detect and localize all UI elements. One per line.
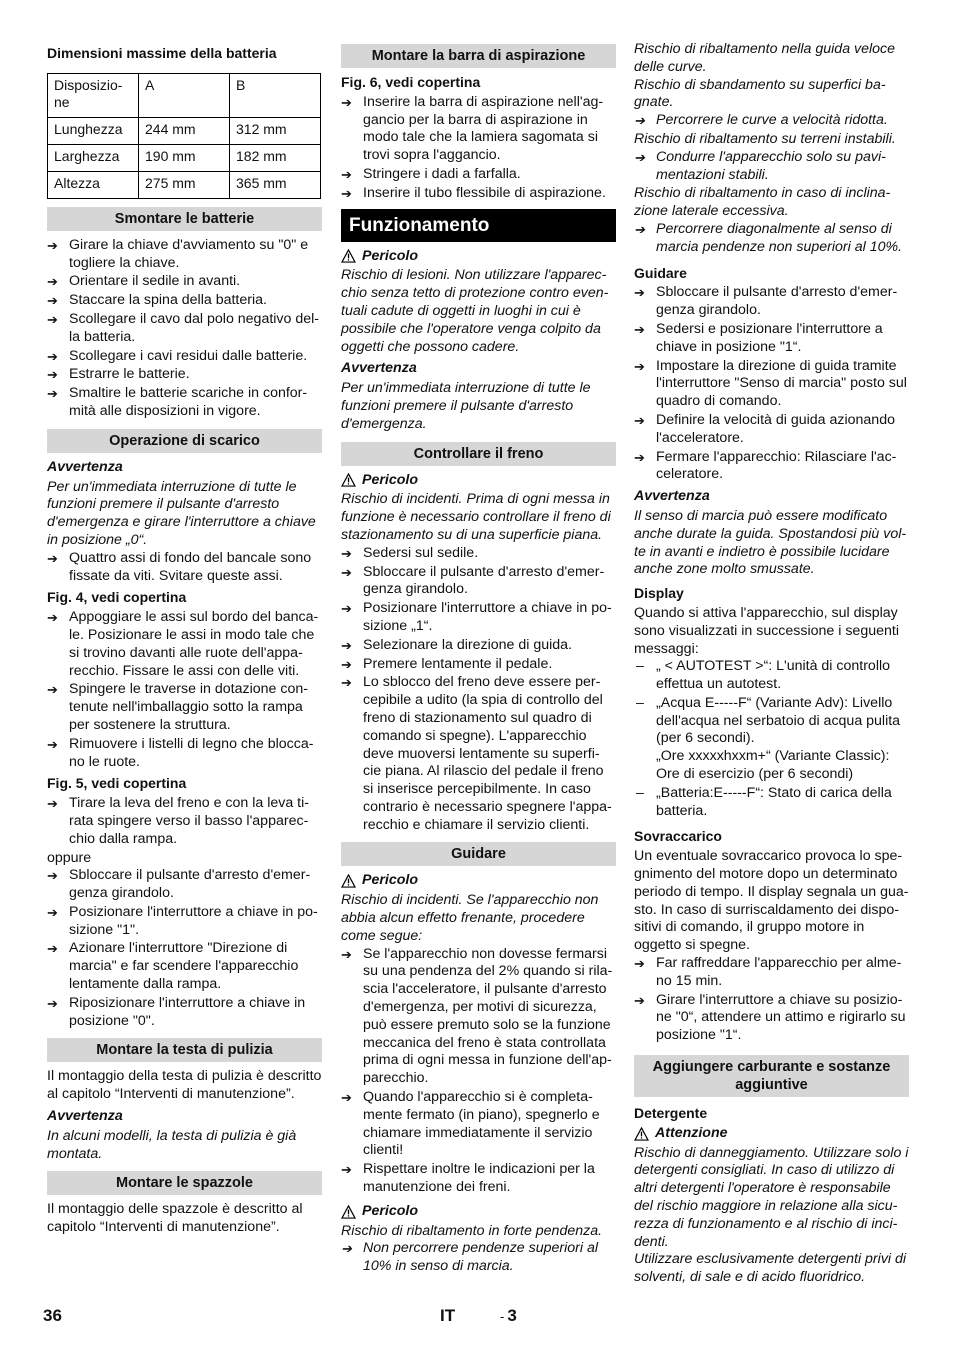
list-item: ➔ Girare l'interruttore a chiave su posizio-ne "0“, attendere un attimo e rigirarlo su posizione "1“. xyxy=(634,991,906,1044)
arrow-icon: ➔ xyxy=(634,285,645,301)
list-item: ➔ Posizionare l'interruttore a chiave in po-sizione „1“. xyxy=(341,600,612,634)
warning-triangle-icon xyxy=(634,1127,649,1141)
warning-text: Rischio di lesioni. Non utilizzare l'apparec-chio senza tetto di protezione contro even-tuali cadute di oggetti in luoghi in cui è possibile che l'operatore venga colpito da oggetti che possono cadere. xyxy=(341,267,609,355)
arrow-icon: ➔ xyxy=(47,550,58,566)
section-montare-barra: Montare la barra di aspirazione xyxy=(341,44,616,68)
table-row xyxy=(48,117,321,144)
table-cell: 190 mm xyxy=(139,144,230,171)
arrow-icon: ➔ xyxy=(341,946,352,962)
list-item: ➔ Non percorrere pendenze superiori al 10% in senso di marcia. xyxy=(341,1240,599,1275)
arrow-icon: ➔ xyxy=(634,358,645,374)
sub-page-number: - 3 xyxy=(500,1306,517,1325)
table-cell: 244 mm xyxy=(139,117,230,144)
table-row xyxy=(48,73,321,117)
column-1 xyxy=(47,44,322,1237)
warning-text: Rischio di incidenti. Prima di ogni messa in funzione è necessario controllare il freno di stazionamento su di una superficie piana. xyxy=(341,491,611,543)
list-item: ➔ Girare la chiave d'avviamento su "0" e togliere la chiave. xyxy=(47,236,309,271)
table-cell: B xyxy=(230,73,321,117)
section-funzionamento: Funzionamento xyxy=(341,209,616,242)
battery-table xyxy=(47,73,321,199)
note-text: In alcuni modelli, la testa di pulizia è già montata. xyxy=(47,1127,297,1162)
table-cell: 182 mm xyxy=(230,144,321,171)
note-label: Avvertenza xyxy=(47,1108,123,1125)
arrow-icon: ➔ xyxy=(341,675,352,691)
arrow-icon: ➔ xyxy=(47,904,58,920)
list-item: ➔ Quando l'apparecchio si è completa-mente fermato (in piano), spegnerlo e chiamare immediatamente il servizio clienti! xyxy=(341,1089,600,1159)
arrow-icon: ➔ xyxy=(634,992,645,1008)
table-cell: Altezza xyxy=(48,171,139,198)
subheading-display: Display xyxy=(634,585,684,602)
list-item: ➔ Fermare l'apparecchio: Rilasciare l'ac-celeratore. xyxy=(634,448,897,483)
arrow-icon: ➔ xyxy=(47,868,58,884)
list-item: ➔ Sedersi e posizionare l'interruttore a chiave in posizione "1“. xyxy=(634,320,883,355)
risk-text: Rischio di ribaltamento nella guida veloce delle curve. xyxy=(634,41,896,75)
note-text: Per un'immediata interruzione di tutte le funzioni premere il pulsante d'arresto d'emergenza e girare l'interruttore a chiave in posizione „0“. xyxy=(47,478,316,548)
arrow-icon: ➔ xyxy=(47,293,58,309)
list-item: ➔ Rispettare inoltre le indicazioni per la manutenzione dei freni. xyxy=(341,1161,595,1196)
section-guidare: Guidare xyxy=(341,842,616,866)
arrow-icon: ➔ xyxy=(634,956,645,972)
fig-ref: Fig. 5, vedi copertina xyxy=(47,775,187,792)
arrow-icon: ➔ xyxy=(634,221,645,237)
table-cell: 312 mm xyxy=(230,117,321,144)
list-item: ➔ Scollegare il cavo dal polo negativo del-la batteria. xyxy=(47,310,320,345)
risk-text: Rischio di ribaltamento in caso di inclina-zione laterale eccessiva. xyxy=(634,185,891,220)
list-item: ➔ Estrarre le batterie. xyxy=(47,366,190,383)
fig-ref: Fig. 6, vedi copertina xyxy=(341,74,481,90)
warning-triangle-icon xyxy=(341,249,356,263)
warning-text: Rischio di incidenti. Se l'apparecchio non abbia alcun effetto frenante, procedere come segue: xyxy=(341,892,599,944)
note-text: Per un'immediata interruzione di tutte le funzioni premere il pulsante d'arresto d'emergenza. xyxy=(341,380,591,432)
arrow-icon: ➔ xyxy=(47,796,58,812)
list-item: ➔ Spingere le traverse in dotazione con-tenute nell'imballaggio sotto la rampa per sostenere la struttura. xyxy=(47,681,308,733)
table-cell: 275 mm xyxy=(139,171,230,198)
paragraph: Il montaggio delle spazzole è descritto al capitolo “Interventi di manutenzione”. xyxy=(47,1201,303,1236)
arrow-icon: ➔ xyxy=(341,185,352,201)
list-item: ➔ Definire la velocità di guida azionando l'acceleratore. xyxy=(634,411,895,446)
subheading-guidare: Guidare xyxy=(634,264,687,281)
warning-text: Rischio di ribaltamento in forte pendenza. xyxy=(341,1222,603,1239)
warning-label: Pericolo xyxy=(341,872,616,890)
list-item: ➔ Staccare la spina della batteria. xyxy=(47,292,267,309)
language-code: IT xyxy=(440,1306,456,1325)
list-item: ➔ Percorrere le curve a velocità ridotta. xyxy=(634,112,888,129)
fig-ref: Fig. 4, vedi copertina xyxy=(47,589,187,606)
list-item: ➔ Percorrere diagonalmente al senso di marcia pendenze non superiori al 10%. xyxy=(634,220,903,255)
paragraph: Il montaggio della testa di pulizia è descritto al capitolo “Interventi di manutenzione”. xyxy=(47,1068,322,1103)
list-item: ➔ Selezionare la direzione di guida. xyxy=(341,636,573,653)
warning-label: Attenzione xyxy=(634,1125,909,1143)
smontare-list xyxy=(47,237,322,421)
list-item: ➔ Tirare la leva del freno e con la leva ti-rata spingere verso il basso l'apparec-chio dalla rampa. xyxy=(47,795,309,847)
arrow-icon: ➔ xyxy=(341,601,352,617)
table-cell: Disposizio-ne xyxy=(48,73,139,117)
list-item: – „Acqua E-----F“ (Variante Adv): Livello dell'acqua nel serbatoio di acqua pulita (per 6 secondi). „Ore xxxxxhxxm+“ (Variante Classic): Ore di esercizio (per 6 secondi) xyxy=(636,694,901,783)
warning-label: Pericolo xyxy=(341,1203,616,1221)
arrow-icon: ➔ xyxy=(341,545,352,561)
arrow-icon: ➔ xyxy=(47,311,58,327)
list-item: ➔ Riposizionare l'interruttore a chiave in posizione "0". xyxy=(47,994,306,1029)
paragraph: Quando si attiva l'apparecchio, sul display sono visualizzati in successione i seguenti messaggi: xyxy=(634,604,899,657)
note-label: Avvertenza xyxy=(634,488,710,505)
arrow-icon: ➔ xyxy=(341,1241,352,1257)
arrow-icon: ➔ xyxy=(341,564,352,580)
arrow-icon: ➔ xyxy=(47,995,58,1011)
list-item: ➔ Orientare il sedile in avanti. xyxy=(47,273,241,290)
arrow-icon: ➔ xyxy=(47,237,58,253)
section-controllare-freno: Controllare il freno xyxy=(341,442,616,466)
list-item: ➔ Azionare l'interruttore "Direzione di marcia" e far scendere l'apparecchio lentamente dalla rampa. xyxy=(47,940,299,993)
arrow-icon: ➔ xyxy=(47,736,58,752)
arrow-icon: ➔ xyxy=(634,321,645,337)
warning-triangle-icon xyxy=(341,1205,356,1219)
list-item: ➔ Appoggiare le assi sul bordo del banca-le. Posizionare le assi in modo tale che si trovino davanti alle ruote dell'appa-recchio. Fissare le assi con delle viti. xyxy=(47,609,319,679)
arrow-icon: ➔ xyxy=(341,637,352,653)
subheading-detergente: Detergente xyxy=(634,1105,708,1122)
list-item: ➔ Sbloccare il pulsante d'arresto d'emer-genza girandolo. xyxy=(47,867,311,902)
table-cell: Lunghezza xyxy=(48,117,139,144)
section-montare-spazzole: Montare le spazzole xyxy=(47,1171,322,1195)
list-item: ➔ Sbloccare il pulsante d'arresto d'emer-genza girandolo. xyxy=(341,563,605,598)
list-item: ➔ Rimuovere i listelli di legno che blocca-no le ruote. xyxy=(47,735,314,770)
list-item: ➔ Far raffreddare l'apparecchio per alme-no 15 min. xyxy=(634,955,902,989)
list-item: ➔ Posizionare l'interruttore a chiave in po-sizione "1". xyxy=(47,903,318,938)
warning-text: Utilizzare esclusivamente detergenti privi di solventi, di sale e di acido fluoridrico. xyxy=(634,1251,907,1286)
list-item: ➔ Condurre l'apparecchio solo su pavi-mentazioni stabili. xyxy=(634,148,886,183)
table-cell: 365 mm xyxy=(230,171,321,198)
warning-label: Pericolo xyxy=(341,248,616,266)
section-aggiungere-carburante: Aggiungere carburante e sostanze aggiuntive xyxy=(634,1055,909,1097)
list-item: ➔ Sedersi sul sedile. xyxy=(341,544,479,561)
list-item: ➔ Inserire la barra di aspirazione nell'ag-gancio per la barra di aspirazione in modo tale che la lamiera sagomata si trovi sopra l'aggancio. xyxy=(341,93,604,164)
oppure-text: oppure xyxy=(47,849,92,866)
arrow-icon: ➔ xyxy=(634,449,645,465)
page-number: 36 xyxy=(43,1306,62,1325)
arrow-icon: ➔ xyxy=(634,113,645,129)
arrow-icon: ➔ xyxy=(47,348,58,364)
arrow-icon: ➔ xyxy=(47,682,58,698)
list-item: ➔ Premere lentamente il pedale. xyxy=(341,655,553,672)
warning-text: Rischio di danneggiamento. Utilizzare solo i detergenti consigliati. In caso di utilizzo di altri detergenti l'operatore è responsabile del rischio maggiore in relazione alla sicu-rezza di funzionamento e al rischio di inci-denti. xyxy=(634,1144,909,1250)
paragraph: Un eventuale sovraccarico provoca lo spe-gnimento del motore dopo un determinato periodo di tempo. Il display segnala un gua-sto. In caso di surriscaldamento dei dispo-sitivi di comando, il gruppo motore in oggetto si spegne. xyxy=(634,848,909,954)
table-row xyxy=(48,171,321,198)
list-item: – „Batteria:E-----F“: Stato di carica della batteria. xyxy=(636,784,892,819)
list-item: ➔ Inserire il tubo flessibile di aspirazione. xyxy=(341,184,606,201)
column-2 xyxy=(341,44,616,1277)
table-row xyxy=(48,144,321,171)
table-title: Dimensioni massime della batteria xyxy=(47,45,277,61)
risk-text: Rischio di ribaltamento su terreni instabili. xyxy=(634,130,896,147)
arrow-icon: ➔ xyxy=(341,656,352,672)
subheading-sovraccarico: Sovraccarico xyxy=(634,828,722,845)
warning-triangle-icon xyxy=(341,473,356,487)
arrow-icon: ➔ xyxy=(47,941,58,957)
note-text: Il senso di marcia può essere modificato anche durate la guida. Spostandosi più vol-te in avanti e indietro è possibile lucidare anche zone molto smussate. xyxy=(634,507,907,578)
list-item: ➔ Scollegare i cavi residui dalle batterie. xyxy=(47,347,308,364)
table-cell: Larghezza xyxy=(48,144,139,171)
list-item: ➔ Stringere i dadi a farfalla. xyxy=(341,165,521,182)
note-label: Avvertenza xyxy=(341,360,417,377)
arrow-icon: ➔ xyxy=(47,610,58,626)
arrow-icon: ➔ xyxy=(634,149,645,165)
list-item: ➔ Smaltire le batterie scariche in confor-mità alle disposizioni in vigore. xyxy=(47,385,308,419)
arrow-icon: ➔ xyxy=(634,412,645,428)
section-operazione-scarico: Operazione di scarico xyxy=(47,429,322,453)
list-item: – „ < AUTOTEST >“: L'unità di controllo effettua un autotest. xyxy=(636,658,891,693)
arrow-icon: ➔ xyxy=(47,274,58,290)
arrow-icon: ➔ xyxy=(47,386,58,402)
arrow-icon: ➔ xyxy=(47,367,58,383)
list-item: ➔ Se l'apparecchio non dovesse fermarsi su una pendenza del 2% quando si rila-scia l'acceleratore, il pulsante d'arresto d'emergenza, per motivi di sicurezza, può essere premuto solo se la funzione meccanica del freno è stata controllata prima di ogni messa in funzione dell'ap-parecchio. xyxy=(341,945,613,1087)
column-3 xyxy=(634,41,909,1287)
risk-text: Rischio di sbandamento su superfici ba-gnate. xyxy=(634,76,886,111)
arrow-icon: ➔ xyxy=(341,1090,352,1106)
arrow-icon: ➔ xyxy=(341,166,352,182)
list-item: ➔ Lo sblocco del freno deve essere per-cepibile a udito (la spia di controllo del freno di stazionamento sul quadro di comando si spegne). L'apparecchio deve muoversi lentamente su superfi-cie piana. Al rilascio del pedale il freno si inserisce percepibilmente. In caso contrario è necessario spegnere l'appa-recchio e chiamare il servizio clienti. xyxy=(341,674,612,833)
table-cell: A xyxy=(139,73,230,117)
section-smontare-batterie: Smontare le batterie xyxy=(47,207,322,231)
warning-triangle-icon xyxy=(341,874,356,888)
warning-label: Pericolo xyxy=(341,472,616,490)
list-item: ➔ Sbloccare il pulsante d'arresto d'emer-genza girandolo. xyxy=(634,284,898,319)
arrow-icon: ➔ xyxy=(341,94,352,110)
section-montare-testa: Montare la testa di pulizia xyxy=(47,1038,322,1062)
note-label: Avvertenza xyxy=(47,458,123,475)
list-item: ➔ Quattro assi di fondo del bancale sono fissate da viti. Svitare queste assi. xyxy=(47,549,312,584)
arrow-icon: ➔ xyxy=(341,1162,352,1178)
list-item: ➔ Impostare la direzione di guida tramite l'interruttore "Senso di marcia" posto sul quadro di comando. xyxy=(634,357,907,410)
